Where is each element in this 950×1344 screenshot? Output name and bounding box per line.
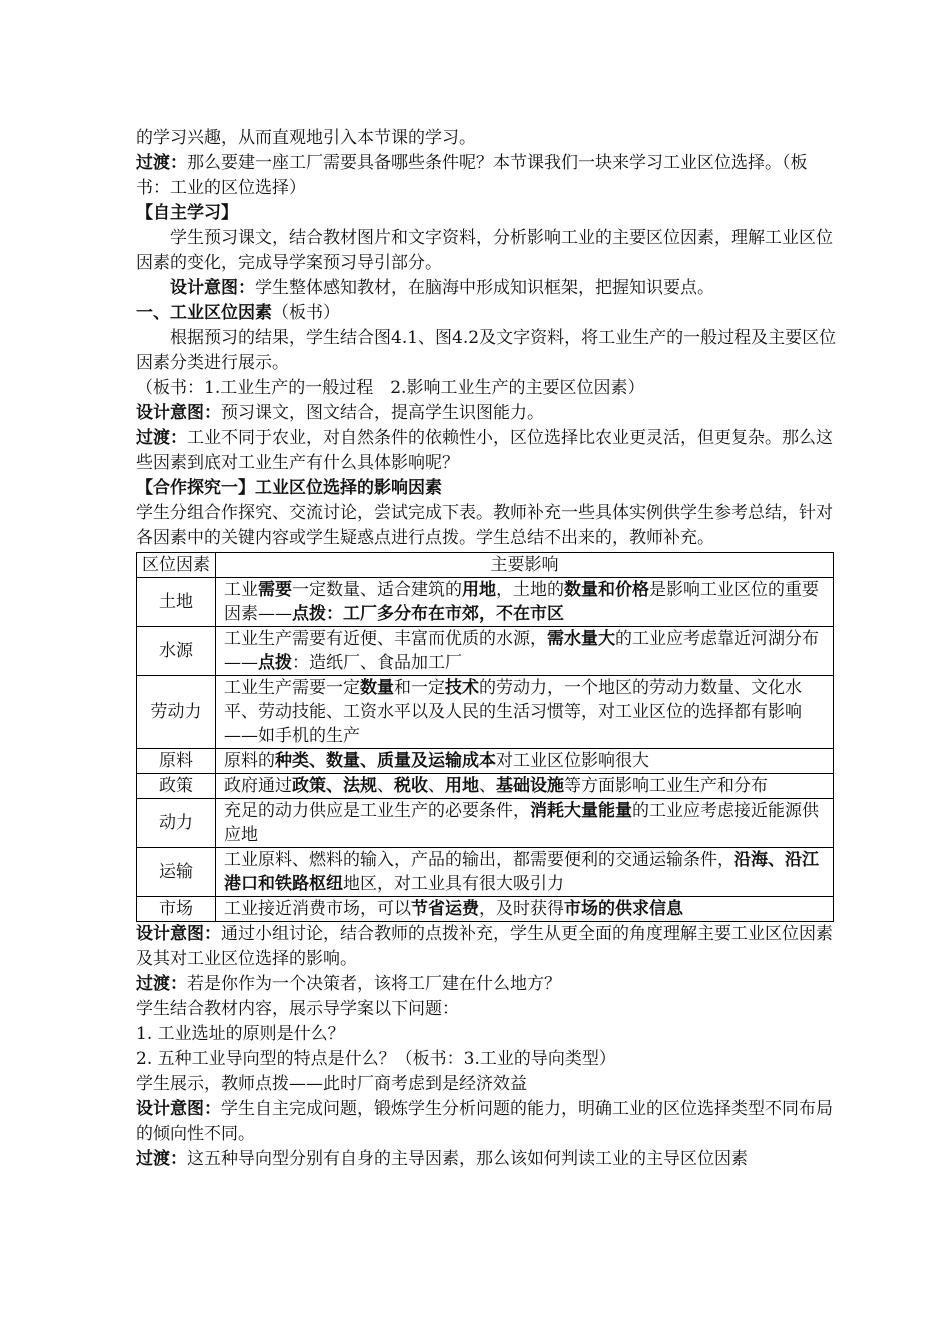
influence-cell: [216, 897, 834, 922]
paragraph-transition: [136, 151, 840, 201]
paragraph: 学生预习课文，结合教材图片和文字资料，分析影响工业的主要区位因素，理解工业区位因素的变化，完成导学案预习导引部分。: [136, 228, 833, 273]
emphasis-text: 需水量大: [547, 629, 615, 649]
emphasis-text: 技术: [445, 678, 479, 698]
emphasis-text: 点拨：工厂多分布在市郊，不在市区: [292, 604, 564, 624]
text: 这五种导向型分别有自身的主导因素，那么该如何判读工业的主导区位因素: [187, 1149, 748, 1169]
table-body: [137, 578, 834, 922]
paragraph-design-intent: [136, 401, 840, 426]
cell-text: 是影响工业区位的重要因素——: [224, 580, 819, 624]
cell-text: 工业: [224, 580, 258, 600]
label: 过渡：: [136, 153, 187, 173]
text: 预习课文，图文结合，提高学生识图能力。: [221, 403, 544, 423]
table-row: [137, 799, 834, 848]
cell-text: 、: [377, 776, 394, 796]
label: 设计意图：: [170, 278, 255, 298]
text: 若是你作为一个决策者，该将工厂建在什么地方？: [187, 974, 561, 994]
text: 通过小组讨论，结合教师的点拨补充，学生从更全面的角度理解主要工业区位因素及其对工业区位选择的影响。: [136, 924, 833, 969]
paragraph: 的学习兴趣，从而直观地引入本节课的学习。: [136, 128, 476, 148]
emphasis-text: 税收: [394, 776, 428, 796]
list-item: 2. 五种工业导向型的特点是什么？（板书：3.工业的导向类型）: [136, 1049, 616, 1069]
cell-text: 和一定: [394, 678, 445, 698]
emphasis-text: 政策、法规: [292, 776, 377, 796]
paragraph-design-intent: [136, 922, 840, 972]
cell-text: ，及时获得: [479, 899, 564, 919]
list-item: 1. 工业选址的原则是什么？: [136, 1024, 345, 1044]
factors-table: [136, 552, 834, 922]
table-header: 区位因素: [137, 553, 216, 578]
influence-cell: [216, 627, 834, 676]
emphasis-text: 沿海、沿江港口和铁路枢纽: [224, 850, 819, 894]
influence-cell: [216, 749, 834, 774]
table-row: [137, 897, 834, 922]
table-row: [137, 627, 834, 676]
cell-text: 等方面影响工业生产和分布: [564, 776, 768, 796]
cell-text: 的工业应考虑靠近河湖分布——: [224, 629, 819, 673]
cell-text: 工业接近消费市场，可以: [224, 899, 411, 919]
cell-text: 对工业区位影响很大: [496, 751, 649, 771]
cell-text: 的工业应考虑接近能源供应地: [224, 801, 819, 845]
emphasis-text: 节省运费: [411, 899, 479, 919]
paragraph-design-intent: [136, 276, 840, 301]
emphasis-text: 点拨: [258, 653, 292, 673]
cell-text: 工业原料、燃料的输入，产品的输出，都需要便利的交通运输条件，: [224, 850, 734, 870]
emphasis-text: 用地: [462, 580, 496, 600]
label: 过渡：: [136, 974, 187, 994]
emphasis-text: 种类、数量、质量及运输成本: [275, 751, 496, 771]
label: 设计意图：: [136, 1099, 221, 1119]
document-page: [136, 126, 840, 1172]
emphasis-text: 数量: [360, 678, 394, 698]
section-heading: [136, 301, 840, 326]
heading-note: （板书）: [272, 303, 340, 323]
influence-cell: [216, 578, 834, 627]
cell-text: 工业生产需要有近便、丰富而优质的水源，: [224, 629, 547, 649]
factor-cell: 劳动力: [137, 676, 216, 749]
cell-text: 原料的: [224, 751, 275, 771]
cell-text: 的劳动力，一个地区的劳动力数量、文化水平、劳动技能、工资水平以及人民的生活习惯等，对工业区位的选择都有影响——如手机的生产: [224, 678, 802, 746]
label: 设计意图：: [136, 403, 221, 423]
emphasis-text: 数量和价格: [564, 580, 649, 600]
factor-cell: 原料: [137, 749, 216, 774]
influence-cell: [216, 774, 834, 799]
emphasis-text: 消耗大量能量: [530, 801, 632, 821]
cell-text: 充足的动力供应是工业生产的必要条件，: [224, 801, 530, 821]
influence-cell: [216, 676, 834, 749]
cell-text: 地区，对工业具有很大吸引力: [343, 874, 564, 894]
influence-cell: [216, 799, 834, 848]
emphasis-text: 用地: [445, 776, 479, 796]
factor-cell: 动力: [137, 799, 216, 848]
paragraph-transition: [136, 1147, 840, 1172]
label: 过渡：: [136, 1149, 187, 1169]
heading-bold: 一、工业区位因素: [136, 303, 272, 323]
table-row: [137, 848, 834, 897]
influence-cell: [216, 848, 834, 897]
emphasis-text: 需要: [258, 580, 292, 600]
factor-cell: 政策: [137, 774, 216, 799]
label: 设计意图：: [136, 924, 221, 944]
label: 过渡：: [136, 428, 187, 448]
table-row: [137, 676, 834, 749]
table-row: [137, 749, 834, 774]
paragraph: 学生分组合作探究、交流讨论，尝试完成下表。教师补充一些具体实例供学生参考总结，针对各因素中的关键内容或学生疑惑点进行点拨。学生总结不出来的，教师补充。: [136, 503, 833, 548]
cell-text: 、: [428, 776, 445, 796]
factor-cell: 水源: [137, 627, 216, 676]
paragraph-transition: [136, 972, 840, 997]
text: 那么要建一座工厂需要具备哪些条件呢？本节课我们一块来学习工业区位选择。（板书：工业的区位选择）: [136, 153, 808, 198]
paragraph-transition: [136, 426, 840, 476]
paragraph-design-intent: [136, 1097, 840, 1147]
factor-cell: 市场: [137, 897, 216, 922]
section-heading: 【自主学习】: [136, 203, 238, 223]
factor-cell: 土地: [137, 578, 216, 627]
factor-cell: 运输: [137, 848, 216, 897]
cell-text: ：造纸厂、食品加工厂: [292, 653, 462, 673]
cell-text: 一定数量、适合建筑的: [292, 580, 462, 600]
cell-text: ，土地的: [496, 580, 564, 600]
text: 工业不同于农业，对自然条件的依赖性小，区位选择比农业更灵活，但更复杂。那么这些因素到底对工业生产有什么具体影响呢？: [136, 428, 833, 473]
text: 学生整体感知教材，在脑海中形成知识框架，把握知识要点。: [255, 278, 714, 298]
paragraph: 根据预习的结果，学生结合图4.1、图4.2及文字资料，将工业生产的一般过程及主要区位因素分类进行展示。: [136, 328, 837, 373]
emphasis-text: 市场的供求信息: [564, 899, 683, 919]
table-header-row: [137, 553, 834, 578]
paragraph: 学生展示，教师点拨——此时厂商考虑到是经济效益: [136, 1074, 527, 1094]
table-header: 主要影响: [216, 553, 834, 578]
paragraph: 学生结合教材内容，展示导学案以下问题：: [136, 999, 459, 1019]
section-heading: 【合作探究一】工业区位选择的影响因素: [136, 478, 442, 498]
table-row: [137, 774, 834, 799]
emphasis-text: 基础设施: [496, 776, 564, 796]
table-row: [137, 578, 834, 627]
cell-text: 、: [479, 776, 496, 796]
paragraph-board-note: （板书：1.工业生产的一般过程 2.影响工业生产的主要区位因素）: [136, 378, 645, 398]
cell-text: 工业生产需要一定: [224, 678, 360, 698]
text: 学生自主完成问题，锻炼学生分析问题的能力，明确工业的区位选择类型不同布局的倾向性不同。: [136, 1099, 833, 1144]
cell-text: 政府通过: [224, 776, 292, 796]
